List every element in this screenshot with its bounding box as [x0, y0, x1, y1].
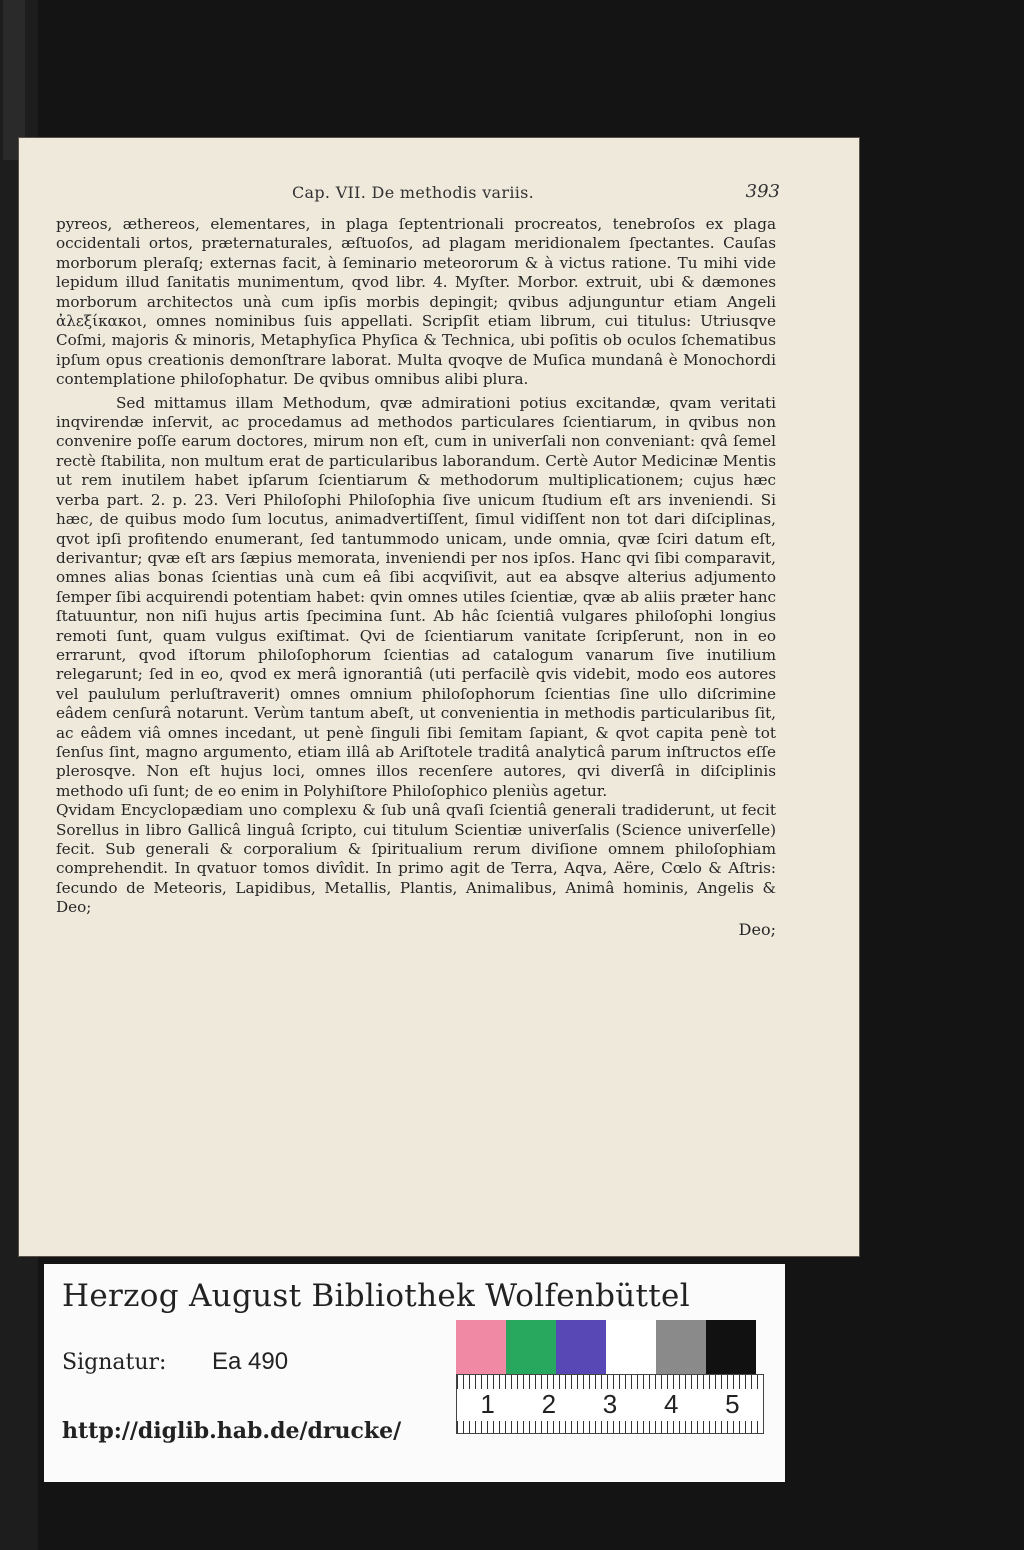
- ruler-scale: [456, 1374, 764, 1434]
- swatch-white: [606, 1320, 656, 1374]
- book-edge: [3, 0, 25, 160]
- paragraph-3: Qvidam Encyclopædiam uno complexu & ſub unâ qvaſi ſcientiâ generali tradiderunt, ut fecit Sorellus in libro Gallicâ linguâ ſcripto, cui titulum Scientiæ univerſalis (Science univerſelle) fecit. Sub generali & corporalium & ſpiritualium rerum diviſione omnem philoſophiam comprehendit. In qvatuor tomos divîdit. In primo agit de Terra, Aqva, Aëre, Cœlo & Aſtris: ſecundo de Meteoris, Lapidibus, Metallis, Plantis, Animalibus, Animâ hominis, Angelis & Deo;: [56, 801, 776, 917]
- swatch-green: [506, 1320, 556, 1374]
- ruler-number: 3: [602, 1389, 618, 1419]
- signature-value: Ea 490: [212, 1348, 289, 1375]
- swatch-blue: [556, 1320, 606, 1374]
- ruler-ticks-bottom: [457, 1421, 763, 1433]
- page-number: 393: [745, 181, 780, 202]
- page-content: [56, 175, 780, 939]
- ruler-number: 5: [725, 1389, 740, 1419]
- ruler-number: 4: [663, 1389, 679, 1419]
- book-page: [18, 137, 860, 1257]
- ruler-number: 1: [480, 1389, 495, 1419]
- swatch-black: [706, 1320, 756, 1374]
- swatch-gray: [656, 1320, 706, 1374]
- ruler-ticks-top: [457, 1375, 763, 1389]
- paragraph-2: Sed mittamus illam Methodum, qvæ admirationi potius excitandæ, qvam veritati inqvirendæ inſervit, ac procedamus ad methodos particulares ſcientiarum, in qvibus non convenire poſſe earum doctores, mirum non eſt, cum in univerſali non conveniant: qvâ ſemel rectè ſtabilita, non multum erat de particularibus laborandum. Certè Autor Medicinæ Mentis ut rem inutilem habet ipſarum ſcientiarum & methodorum multiplicationem; cujus hæc verba part. 2. p. 23. Veri Philoſophi Philoſophia ſive unicum ſtudium eſt ars inveniendi. Si hæc, de quibus modo ſum locutus, animadvertiſſent, ſimul vidiſſent non tot dari diſciplinas, qvot ipſi profitendo enumerant, ſed tantummodo unicam, unde omnia, qvæ ſciri datum eſt, derivantur; qvæ eſt ars ſæpius memorata, inveniendi per nos ipſos. Hanc qvi ſibi comparavit, omnes alias bonas ſcientias unà cum eâ ſibi acqviſivit, aut ea absqve alterius adjumento ſemper ſibi acquirendi potentiam habet: qvin omnes utiles ſcientiæ, qvæ ab aliis præter hanc ſtatuuntur, non niſi hujus artis ſpecimina ſunt. Ab hâc ſcientiâ vulgares philoſophi longius remoti ſunt, quam vulgus exiſtimat. Qvi de ſcientiarum vanitate ſcripſerunt, non in eo errarunt, qvod iſtorum philoſophorum ſcientias ad catalogum vanarum ſive inutilium relegarunt; ſed in eo, qvod ex merâ ignorantiâ (uti perfacilè qvis videbit, modo eos autores vel paululum perluſtraverit) omnes omnium philoſophorum ſcientias ſine ullo diſcrimine eâdem cenſurâ notarunt. Verùm tantum abeſt, ut convenientia in methodis particularibus ſit, ac eâdem viâ omnes incedant, ut penè ſinguli ſibi ſemitam ſapiant, & qvot capita penè tot ſenſus ſint, magno argumento, etiam illâ ab Ariſtotele traditâ analyticâ parum inſtructos eſſe plerosqve. Non eſt hujus loci, omnes illos recenſere autores, qvi diverſâ in diſciplinis methodo uſi ſunt; de eo enim in Polyhiſtore Philoſophico pleniùs agetur.: [56, 393, 776, 800]
- color-calibration-strip: [456, 1320, 756, 1374]
- body-text: [56, 215, 776, 918]
- library-label: [44, 1264, 785, 1482]
- page-header: [56, 175, 780, 209]
- signature-label: Signatur:: [62, 1350, 167, 1375]
- running-head: Cap. VII. De methodis variis.: [292, 183, 535, 202]
- library-url: http://diglib.hab.de/drucke/: [62, 1418, 402, 1444]
- catchword: Deo;: [738, 919, 776, 939]
- ruler-number: 2: [541, 1389, 557, 1419]
- library-name: Herzog August Bibliothek Wolfenbüttel: [62, 1278, 690, 1314]
- swatch-pink: [456, 1320, 506, 1374]
- ruler-numbers: [457, 1389, 763, 1421]
- paragraph-1: pyreos, æthereos, elementares, in plaga ſeptentrionali procreatos, tenebroſos ex plaga occidentali ortos, præternaturales, æſtuoſos, ad plagam meridionalem ſpectantes. Cauſas morborum pleraſq; externas facit, à ſeminario meteororum & à victus ratione. Tu mihi vide lepidum illud ſanitatis munimentum, qvod libr. 4. Myſter. Morbor. extruit, ubi & dæmones morborum architectos unà cum ipſis morbis depingit; qvibus adjunguntur etiam Angeli ἀλεξίκακοι, omnes nominibus ſuis appellati. Scripſit etiam librum, cui titulus: Utriusqve Coſmi, majoris & minoris, Metaphyſica Phyſica & Technica, ubi poſitis ob oculos ſchematibus ipſum opus creationis demonſtrare laborat. Multa qvoqve de Muſica mundanâ è Monochordi contemplatione philoſophatur. De qvibus omnibus alibi plura.: [56, 215, 776, 389]
